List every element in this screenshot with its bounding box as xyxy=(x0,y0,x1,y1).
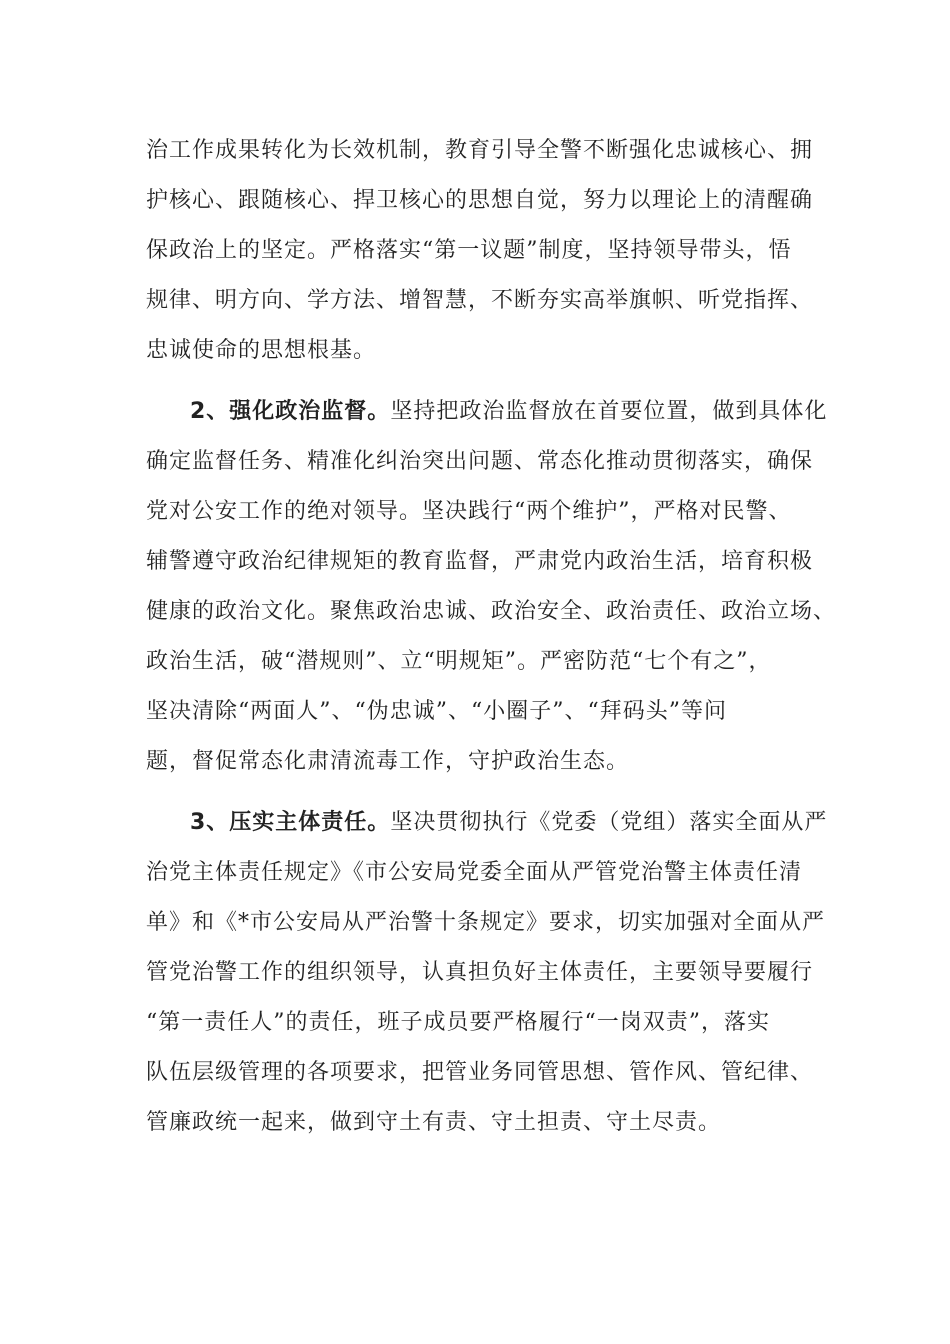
paragraph-line: 忠诚使命的思想根基。 xyxy=(146,338,377,363)
paragraph-line: 确定监督任务、精准化纠治突出问题、常态化推动贯彻落实，确保 xyxy=(146,449,814,474)
section-3-first-line-text: 坚决贯彻执行《党委（党组）落实全面从严 xyxy=(390,810,828,835)
paragraph-line: 辅警遵守政治纪律规矩的教育监督，严肃党内政治生活，培育积极 xyxy=(146,549,814,574)
paragraph-line: 治工作成果转化为长效机制，教育引导全警不断强化忠诚核心、拥 xyxy=(146,138,814,163)
paragraph-line: 治党主体责任规定》《市公安局党委全面从严管党治警主体责任清 xyxy=(146,860,803,885)
paragraph-line: 坚决清除“两面人”、“伪忠诚”、“小圈子”、“拜码头”等问 xyxy=(146,699,727,724)
paragraph-line: 党对公安工作的绝对领导。坚决践行“两个维护”，严格对民警、 xyxy=(146,499,792,524)
paragraph-line: 题，督促常态化肃清流毒工作，守护政治生态。 xyxy=(146,749,630,774)
section-2-heading: 2、强化政治监督。 xyxy=(190,399,391,424)
paragraph-line: 管廉政统一起来，做到守土有责、守土担责、守土尽责。 xyxy=(146,1110,722,1135)
paragraph-line: 规律、明方向、学方法、增智慧，不断夯实高举旗帜、听党指挥、 xyxy=(146,288,814,313)
paragraph-line: 单》和《*市公安局从严治警十条规定》要求，切实加强对全面从严 xyxy=(146,910,826,935)
paragraph-line: “第一责任人”的责任，班子成员要严格履行“一岗双责”，落实 xyxy=(146,1010,770,1035)
section-3-heading: 3、压实主体责任。 xyxy=(190,810,391,835)
paragraph-line: 健康的政治文化。聚焦政治忠诚、政治安全、政治责任、政治立场、 xyxy=(146,599,837,624)
paragraph-line: 管党治警工作的组织领导，认真担负好主体责任，主要领导要履行 xyxy=(146,960,814,985)
section-2-first-line xyxy=(190,394,828,430)
paragraph-line: 护核心、跟随核心、捍卫核心的思想自觉，努力以理论上的清醒确 xyxy=(146,188,814,213)
paragraph-line: 保政治上的坚定。严格落实“第一议题”制度，坚持领导带头，悟 xyxy=(146,238,792,263)
paragraph-line: 政治生活，破“潜规则”、立“明规矩”。严密防范“七个有之”， xyxy=(146,649,772,674)
paragraph-line: 队伍层级管理的各项要求，把管业务同管思想、管作风、管纪律、 xyxy=(146,1060,814,1085)
section-3-first-line xyxy=(190,805,828,841)
section-2-first-line-text: 坚持把政治监督放在首要位置，做到具体化 xyxy=(390,399,828,424)
